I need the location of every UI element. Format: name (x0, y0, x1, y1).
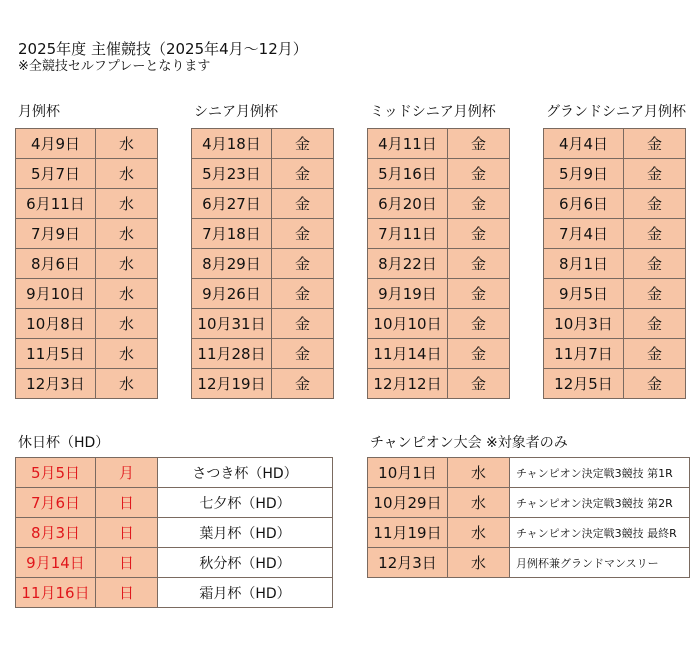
table-row (192, 279, 334, 309)
table-row (192, 219, 334, 249)
event-name-cell: 秋分杯（HD） (158, 548, 333, 578)
weekday-cell: 金 (624, 159, 686, 189)
date-cell: 9月10日 (16, 279, 96, 309)
weekday-cell: 水 (96, 129, 158, 159)
weekday-cell: 金 (272, 189, 334, 219)
date-cell: 4月11日 (368, 129, 448, 159)
weekday-cell: 日 (96, 518, 158, 548)
event-name-cell: 七夕杯（HD） (158, 488, 333, 518)
date-cell: 11月14日 (368, 339, 448, 369)
table-row (192, 189, 334, 219)
weekday-cell: 日 (96, 548, 158, 578)
table-row (16, 249, 158, 279)
table-row (16, 488, 333, 518)
event-name-cell: さつき杯（HD） (158, 458, 333, 488)
weekday-cell: 金 (272, 219, 334, 249)
date-cell: 10月1日 (368, 458, 448, 488)
weekday-cell: 水 (448, 458, 510, 488)
weekday-cell: 金 (448, 279, 510, 309)
mid-senior-label: ミッドシニア月例杯 (370, 104, 496, 120)
date-cell: 5月7日 (16, 159, 96, 189)
date-cell: 4月4日 (544, 129, 624, 159)
grand-senior-table (543, 128, 686, 399)
date-cell: 8月6日 (16, 249, 96, 279)
table-row (544, 219, 686, 249)
table-row (192, 159, 334, 189)
table-row (16, 339, 158, 369)
date-cell: 7月6日 (16, 488, 96, 518)
weekday-cell: 金 (624, 279, 686, 309)
table-row (192, 339, 334, 369)
monthly-table (15, 128, 158, 399)
event-name-cell: チャンピオン決定戦3競技 最終R (510, 518, 690, 548)
table-row (368, 458, 690, 488)
table-row (16, 518, 333, 548)
date-cell: 7月9日 (16, 219, 96, 249)
table-row (368, 129, 510, 159)
date-cell: 10月8日 (16, 309, 96, 339)
table-row (16, 219, 158, 249)
senior-label: シニア月例杯 (194, 104, 278, 120)
table-row (368, 339, 510, 369)
table-row (544, 249, 686, 279)
date-cell: 11月28日 (192, 339, 272, 369)
weekday-cell: 水 (96, 249, 158, 279)
date-cell: 8月22日 (368, 249, 448, 279)
table-row (16, 309, 158, 339)
weekday-cell: 金 (448, 339, 510, 369)
date-cell: 11月16日 (16, 578, 96, 608)
weekday-cell: 金 (272, 249, 334, 279)
weekday-cell: 水 (96, 279, 158, 309)
weekday-cell: 金 (448, 219, 510, 249)
weekday-cell: 水 (448, 488, 510, 518)
weekday-cell: 日 (96, 488, 158, 518)
date-cell: 10月31日 (192, 309, 272, 339)
event-name-cell: 霜月杯（HD） (158, 578, 333, 608)
date-cell: 7月11日 (368, 219, 448, 249)
weekday-cell: 金 (272, 129, 334, 159)
self-play-note: ※全競技セルフプレーとなります (18, 59, 211, 74)
date-cell: 9月14日 (16, 548, 96, 578)
weekday-cell: 日 (96, 578, 158, 608)
table-row (544, 129, 686, 159)
weekday-cell: 水 (96, 219, 158, 249)
date-cell: 5月16日 (368, 159, 448, 189)
date-cell: 9月19日 (368, 279, 448, 309)
date-cell: 4月9日 (16, 129, 96, 159)
event-name-cell: チャンピオン決定戦3競技 第2R (510, 488, 690, 518)
table-row (16, 369, 158, 399)
table-row (16, 548, 333, 578)
weekday-cell: 金 (448, 129, 510, 159)
table-row (368, 219, 510, 249)
date-cell: 12月3日 (368, 548, 448, 578)
page-title: 2025年度 主催競技（2025年4月〜12月） (18, 40, 308, 58)
table-row (368, 159, 510, 189)
weekday-cell: 金 (272, 279, 334, 309)
weekday-cell: 金 (624, 339, 686, 369)
date-cell: 7月18日 (192, 219, 272, 249)
table-row (192, 129, 334, 159)
date-cell: 12月12日 (368, 369, 448, 399)
date-cell: 7月4日 (544, 219, 624, 249)
date-cell: 8月1日 (544, 249, 624, 279)
weekday-cell: 水 (96, 309, 158, 339)
date-cell: 9月26日 (192, 279, 272, 309)
weekday-cell: 金 (272, 369, 334, 399)
date-cell: 11月5日 (16, 339, 96, 369)
date-cell: 8月3日 (16, 518, 96, 548)
weekday-cell: 水 (96, 159, 158, 189)
monthly-label: 月例杯 (18, 104, 60, 120)
weekday-cell: 水 (448, 548, 510, 578)
date-cell: 5月9日 (544, 159, 624, 189)
table-row (368, 279, 510, 309)
championship-label: チャンピオン大会 ※対象者のみ (370, 435, 568, 451)
weekday-cell: 水 (96, 369, 158, 399)
event-name-cell: 月例杯兼グランドマンスリー (510, 548, 690, 578)
date-cell: 4月18日 (192, 129, 272, 159)
date-cell: 6月27日 (192, 189, 272, 219)
date-cell: 10月3日 (544, 309, 624, 339)
table-row (544, 159, 686, 189)
weekday-cell: 金 (448, 189, 510, 219)
date-cell: 6月20日 (368, 189, 448, 219)
table-row (368, 488, 690, 518)
date-cell: 10月10日 (368, 309, 448, 339)
senior-table (191, 128, 334, 399)
table-row (368, 249, 510, 279)
date-cell: 12月3日 (16, 369, 96, 399)
table-row (192, 309, 334, 339)
date-cell: 12月19日 (192, 369, 272, 399)
weekday-cell: 金 (272, 309, 334, 339)
table-row (368, 548, 690, 578)
weekday-cell: 金 (448, 369, 510, 399)
date-cell: 6月11日 (16, 189, 96, 219)
grand-senior-label: グランドシニア月例杯 (546, 104, 686, 120)
table-row (368, 369, 510, 399)
event-name-cell: チャンピオン決定戦3競技 第1R (510, 458, 690, 488)
table-row (192, 369, 334, 399)
date-cell: 11月19日 (368, 518, 448, 548)
weekday-cell: 金 (624, 219, 686, 249)
date-cell: 6月6日 (544, 189, 624, 219)
table-row (544, 279, 686, 309)
weekday-cell: 月 (96, 458, 158, 488)
table-row (544, 339, 686, 369)
table-row (544, 369, 686, 399)
date-cell: 9月5日 (544, 279, 624, 309)
event-name-cell: 葉月杯（HD） (158, 518, 333, 548)
table-row (16, 279, 158, 309)
championship-table (367, 457, 690, 578)
weekday-cell: 金 (624, 189, 686, 219)
table-row (544, 309, 686, 339)
table-row (544, 189, 686, 219)
table-row (192, 249, 334, 279)
table-row (16, 458, 333, 488)
weekday-cell: 金 (624, 129, 686, 159)
table-row (16, 159, 158, 189)
date-cell: 5月23日 (192, 159, 272, 189)
date-cell: 10月29日 (368, 488, 448, 518)
weekday-cell: 水 (448, 518, 510, 548)
weekday-cell: 金 (624, 369, 686, 399)
weekday-cell: 金 (624, 309, 686, 339)
table-row (368, 309, 510, 339)
table-row (368, 518, 690, 548)
table-row (368, 189, 510, 219)
weekday-cell: 水 (96, 339, 158, 369)
mid-senior-table (367, 128, 510, 399)
holiday-label: 休日杯（HD） (18, 435, 110, 451)
date-cell: 12月5日 (544, 369, 624, 399)
weekday-cell: 金 (624, 249, 686, 279)
weekday-cell: 金 (272, 159, 334, 189)
table-row (16, 189, 158, 219)
weekday-cell: 金 (448, 159, 510, 189)
holiday-table (15, 457, 333, 608)
date-cell: 8月29日 (192, 249, 272, 279)
date-cell: 11月7日 (544, 339, 624, 369)
weekday-cell: 金 (448, 249, 510, 279)
weekday-cell: 水 (96, 189, 158, 219)
weekday-cell: 金 (448, 309, 510, 339)
weekday-cell: 金 (272, 339, 334, 369)
date-cell: 5月5日 (16, 458, 96, 488)
table-row (16, 578, 333, 608)
table-row (16, 129, 158, 159)
